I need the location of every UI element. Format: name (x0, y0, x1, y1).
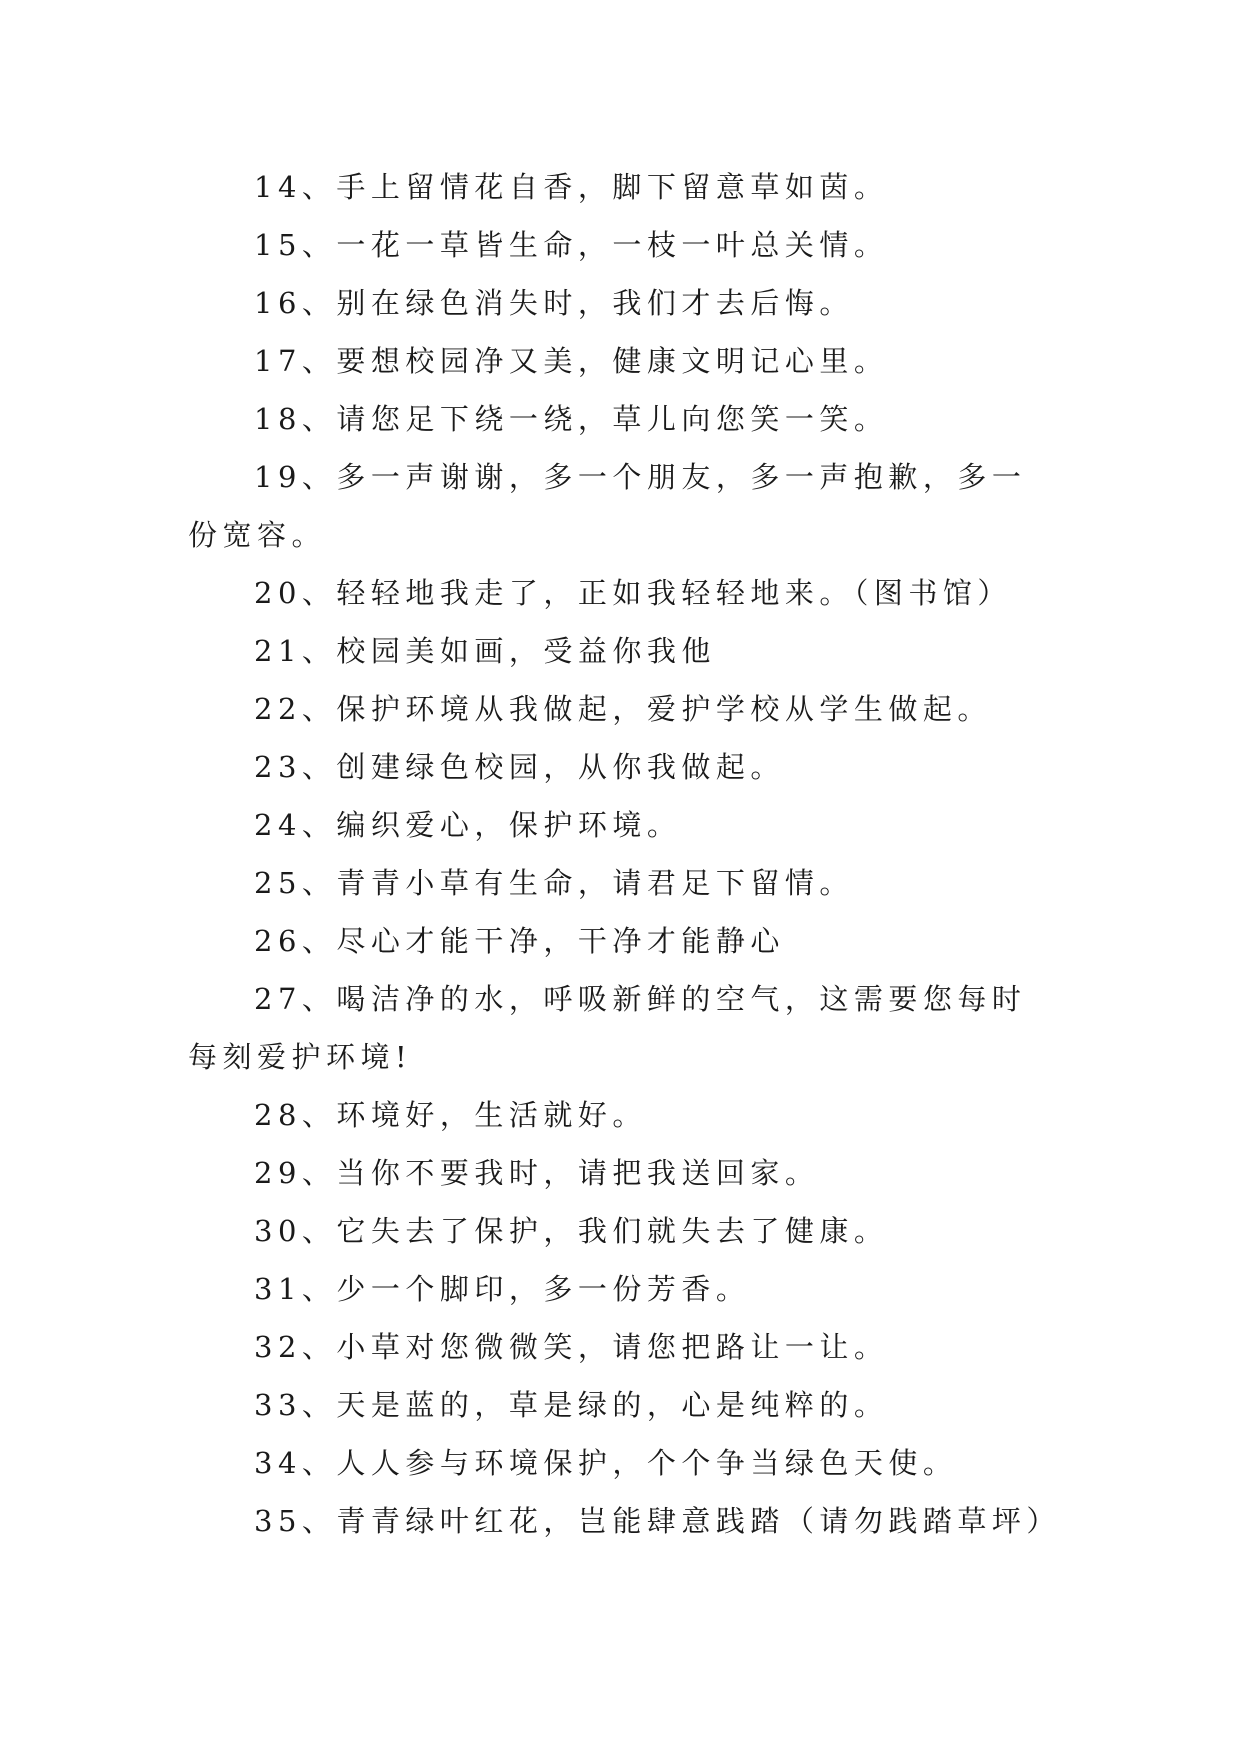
slogan-line-34: 34、人人参与环境保护，个个争当绿色天使。 (254, 1446, 958, 1480)
slogan-line-18: 18、请您足下绕一绕，草儿向您笑一笑。 (254, 402, 889, 436)
slogan-line-21: 21、校园美如画，受益你我他 (254, 634, 716, 668)
slogan-line-14: 14、手上留情花自香，脚下留意草如茵。 (254, 170, 889, 204)
slogan-line-31: 31、少一个脚印，多一份芳香。 (254, 1272, 751, 1306)
slogan-line-35: 35、青青绿叶红花，岂能肆意践踏（请勿践踏草坪） (254, 1504, 1061, 1538)
slogan-line-17: 17、要想校园净又美，健康文明记心里。 (254, 344, 889, 378)
slogan-line-25: 25、青青小草有生命，请君足下留情。 (254, 866, 854, 900)
slogan-line-22: 22、保护环境从我做起，爱护学校从学生做起。 (254, 692, 992, 726)
slogan-line-30: 30、它失去了保护，我们就失去了健康。 (254, 1214, 889, 1248)
slogan-line-28: 28、环境好，生活就好。 (254, 1098, 647, 1132)
slogan-line-16: 16、别在绿色消失时，我们才去后悔。 (254, 286, 854, 320)
slogan-line-32: 32、小草对您微微笑，请您把路让一让。 (254, 1330, 889, 1364)
slogan-line-19: 19、多一声谢谢，多一个朋友，多一声抱歉，多一份宽容。 (188, 460, 1027, 552)
slogan-line-15: 15、一花一草皆生命，一枝一叶总关情。 (254, 228, 889, 262)
slogan-line-33: 33、天是蓝的，草是绿的，心是纯粹的。 (254, 1388, 889, 1422)
slogan-line-24: 24、编织爱心，保护环境。 (254, 808, 682, 842)
slogan-line-20: 20、轻轻地我走了，正如我轻轻地来。（图书馆） (254, 576, 1012, 610)
slogan-line-29: 29、当你不要我时，请把我送回家。 (254, 1156, 820, 1190)
slogan-line-23: 23、创建绿色校园，从你我做起。 (254, 750, 785, 784)
slogan-line-26: 26、尽心才能干净，干净才能静心 (254, 924, 785, 958)
document-body (188, 158, 1061, 1550)
slogan-line-27: 27、喝洁净的水，呼吸新鲜的空气，这需要您每时每刻爱护环境! (188, 982, 1027, 1074)
